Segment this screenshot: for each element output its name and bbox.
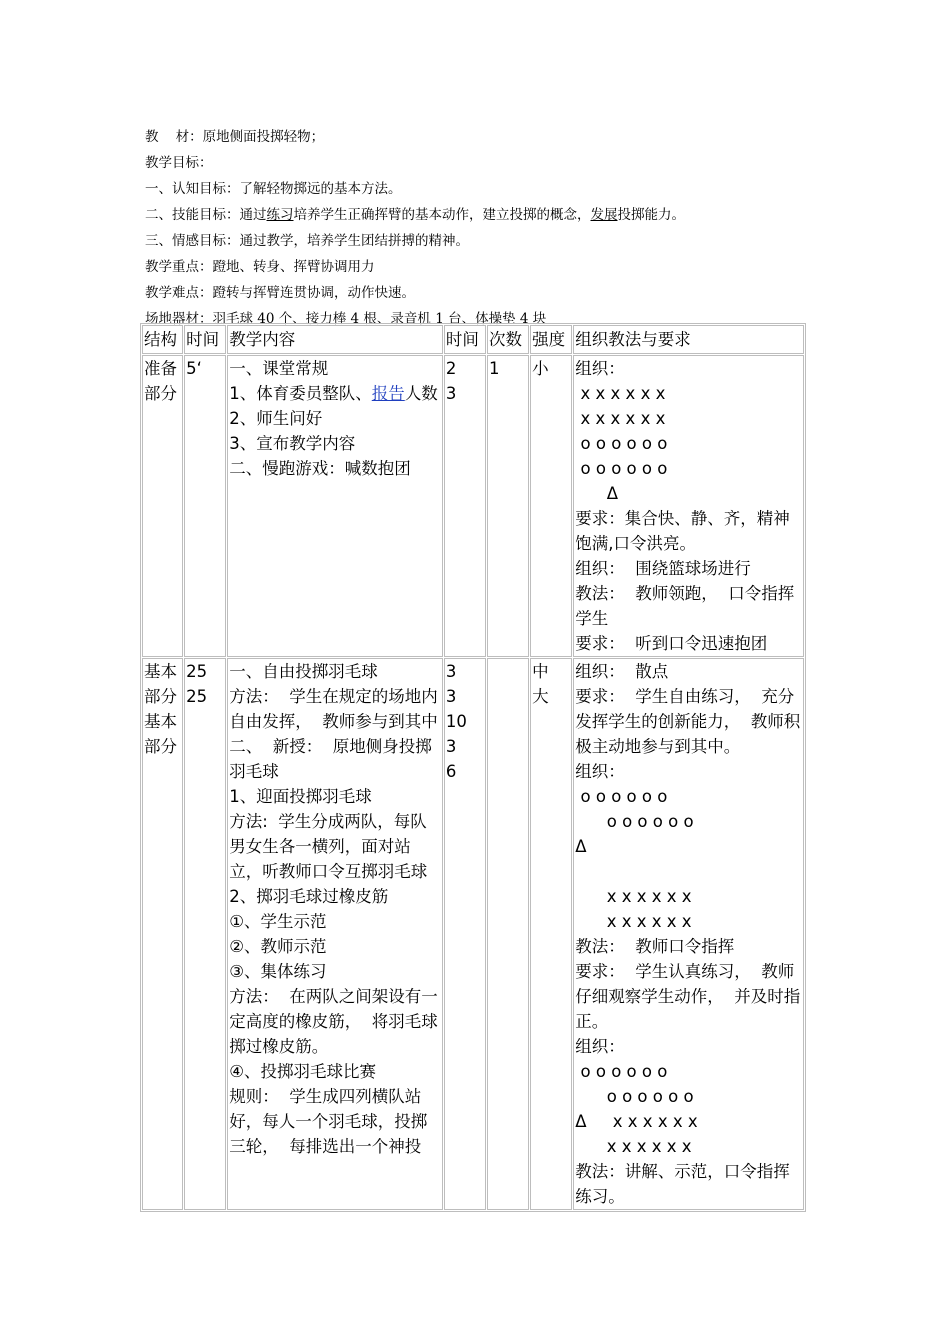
label: 教学重点：	[145, 259, 213, 275]
text-line: 3	[445, 737, 457, 756]
text-line: 教法： 教师口令指挥	[575, 937, 735, 956]
text-line: 一、课堂常规	[229, 359, 329, 378]
text-line: 部分	[144, 737, 177, 756]
underlined-word: 发展	[590, 207, 618, 223]
formation-line: o o o o o o	[575, 812, 694, 831]
col-header-time2: 时间	[444, 325, 486, 354]
text-line: 组织： 围绕篮球场进行	[575, 559, 751, 578]
formation-line: x x x x x x	[575, 384, 666, 403]
label: 一、认知目标：	[145, 181, 240, 197]
text-line: 组织：	[575, 359, 625, 378]
text-line: 部分	[144, 384, 177, 403]
cell-organization	[573, 658, 804, 1210]
formation-line: x x x x x x	[575, 887, 692, 906]
text-line: 中	[532, 662, 549, 681]
formation-line: Δ x x x x x x	[575, 1112, 698, 1131]
value: 蹬转与挥臂连贯协调，动作快速。	[212, 285, 415, 301]
table-row-basic	[142, 658, 804, 1210]
cell-intensity	[530, 355, 572, 657]
text-line: 基本	[144, 662, 177, 681]
text-line: 要求： 听到口令迅速抱团	[575, 634, 768, 653]
text-line: 25	[186, 687, 208, 706]
value: 蹬地、转身、挥臂协调用力	[212, 259, 375, 275]
text-part: 1、体育委员整队、	[229, 384, 372, 403]
text-line: 要求： 学生自由练习， 充分发挥学生的创新能力， 教师积极主动地参与到其中。	[575, 687, 801, 756]
text-line: 二、慢跑游戏：喊数抱团	[229, 459, 411, 478]
text-line: 5‘	[186, 359, 202, 378]
text-line: 组织：	[575, 1037, 625, 1056]
blank-line	[575, 859, 802, 884]
value-part: 投掷能力。	[617, 207, 685, 223]
col-header-count: 次数	[487, 325, 529, 354]
col-header-intensity: 强度	[530, 325, 572, 354]
col-header-content: 教学内容	[227, 325, 443, 354]
text-line: 组织： 散点	[575, 662, 669, 681]
label: 教学目标：	[145, 155, 213, 171]
formation-line: o o o o o o	[575, 434, 668, 453]
text-line: ④、投掷羽毛球比赛	[229, 1062, 377, 1081]
text-line: 部分	[144, 687, 177, 706]
table-header-row	[142, 325, 804, 354]
text-line: 方法: 学生分成两队，每队男女生各一横列，面对站立，听教师口令互掷羽毛球	[229, 812, 428, 881]
header-line-emotion	[145, 228, 845, 254]
text-line: 二、 新授： 原地侧身投掷羽毛球	[229, 737, 432, 781]
header-line-difficulty	[145, 280, 845, 306]
cell-count	[487, 658, 529, 1210]
formation-line: o o o o o o	[575, 459, 668, 478]
value-part: 培养学生正确挥臂的基本动作，建立投掷的概念，	[293, 207, 591, 223]
value-part: 通过	[239, 207, 267, 223]
text-line: 2、师生问好	[229, 409, 323, 428]
text-line: 一、自由投掷羽毛球	[229, 662, 378, 681]
text-line: 准备	[144, 359, 177, 378]
text-line: 大	[532, 687, 549, 706]
label: 教 材：	[145, 129, 203, 145]
cell-organization	[573, 355, 804, 657]
text-line: 3、宣布教学内容	[229, 434, 356, 453]
teacher-marker: Δ	[575, 837, 587, 856]
value: 通过教学，培养学生团结拼搏的精神。	[239, 233, 469, 249]
col-header-organization: 组织教法与要求	[573, 325, 804, 354]
formation-line: o o o o o o	[575, 1062, 668, 1081]
cell-intensity	[530, 658, 572, 1210]
lesson-plan-table	[140, 323, 806, 1212]
cell-time2	[444, 355, 486, 657]
text-line: 25	[186, 662, 208, 681]
teacher-marker: Δ	[575, 484, 619, 503]
text-line: 教法：讲解、示范，口令指挥练习。	[575, 1162, 790, 1206]
label: 二、技能目标：	[145, 207, 240, 223]
header-line-key-point	[145, 254, 845, 280]
report-link[interactable]: 报告	[371, 384, 405, 403]
label: 三、情感目标：	[145, 233, 240, 249]
value: 原地侧面投掷轻物；	[202, 129, 325, 145]
text-line: 组织：	[575, 762, 625, 781]
underlined-word: 练习	[266, 207, 294, 223]
lesson-header	[145, 124, 845, 332]
text-line: 3	[445, 687, 457, 706]
cell-time2	[444, 658, 486, 1210]
cell-time	[184, 658, 226, 1210]
text-line: 1	[489, 359, 500, 378]
text-line: ③、集体练习	[229, 962, 327, 981]
text-line: 6	[445, 762, 457, 781]
text-line: ①、学生示范	[229, 912, 327, 931]
text-line: 3	[445, 662, 457, 681]
cell-content	[227, 658, 443, 1210]
text-line: 小	[532, 359, 549, 378]
cell-structure	[142, 355, 183, 657]
text-line: 10	[445, 712, 467, 731]
formation-line: x x x x x x	[575, 409, 666, 428]
cell-count	[487, 355, 529, 657]
label: 教学难点：	[145, 285, 213, 301]
cell-time	[184, 355, 226, 657]
header-line-cognitive	[145, 176, 845, 202]
text-line: 要求：集合快、静、齐，精神饱满,口令洪亮。	[575, 509, 790, 553]
text-line	[229, 381, 441, 406]
text-line: 基本	[144, 712, 177, 731]
text-line: 要求： 学生认真练习， 教师仔细观察学生动作， 并及时指正。	[575, 962, 801, 1031]
col-header-time: 时间	[184, 325, 226, 354]
text-line: ②、教师示范	[229, 937, 327, 956]
formation-line: x x x x x x	[575, 1137, 692, 1156]
col-header-structure: 结构	[142, 325, 183, 354]
text-line: 2、掷羽毛球过橡皮筋	[229, 887, 389, 906]
text-line: 方法： 学生在规定的场地内自由发挥， 教师参与到其中	[229, 687, 438, 731]
table-row-prep	[142, 355, 804, 657]
value: 了解轻物掷远的基本方法。	[239, 181, 402, 197]
formation-line: o o o o o o	[575, 1087, 694, 1106]
text-line: 2	[445, 359, 457, 378]
text-line: 1、迎面投掷羽毛球	[229, 787, 372, 806]
value: 羽毛球 40 个、接力棒 4 根、录音机 1 台、体操垫 4 块	[212, 311, 547, 327]
cell-structure	[142, 658, 183, 1210]
text-part: 人数	[404, 384, 438, 403]
formation-line: o o o o o o	[575, 787, 668, 806]
formation-line: x x x x x x	[575, 912, 692, 931]
text-line: 方法： 在两队之间架设有一定高度的橡皮筋， 将羽毛球掷过橡皮筋。	[229, 987, 438, 1056]
header-line-skill	[145, 202, 845, 228]
text-line: 3	[445, 384, 457, 403]
text-line: 教法： 教师领跑， 口令指挥学生	[575, 584, 795, 628]
header-line-goals	[145, 150, 845, 176]
text-line: 规则： 学生成四列横队站好，每人一个羽毛球，投掷三轮， 每排选出一个神投	[229, 1087, 428, 1156]
label: 场地器材：	[145, 311, 213, 327]
cell-content	[227, 355, 443, 657]
header-line-material	[145, 124, 845, 150]
